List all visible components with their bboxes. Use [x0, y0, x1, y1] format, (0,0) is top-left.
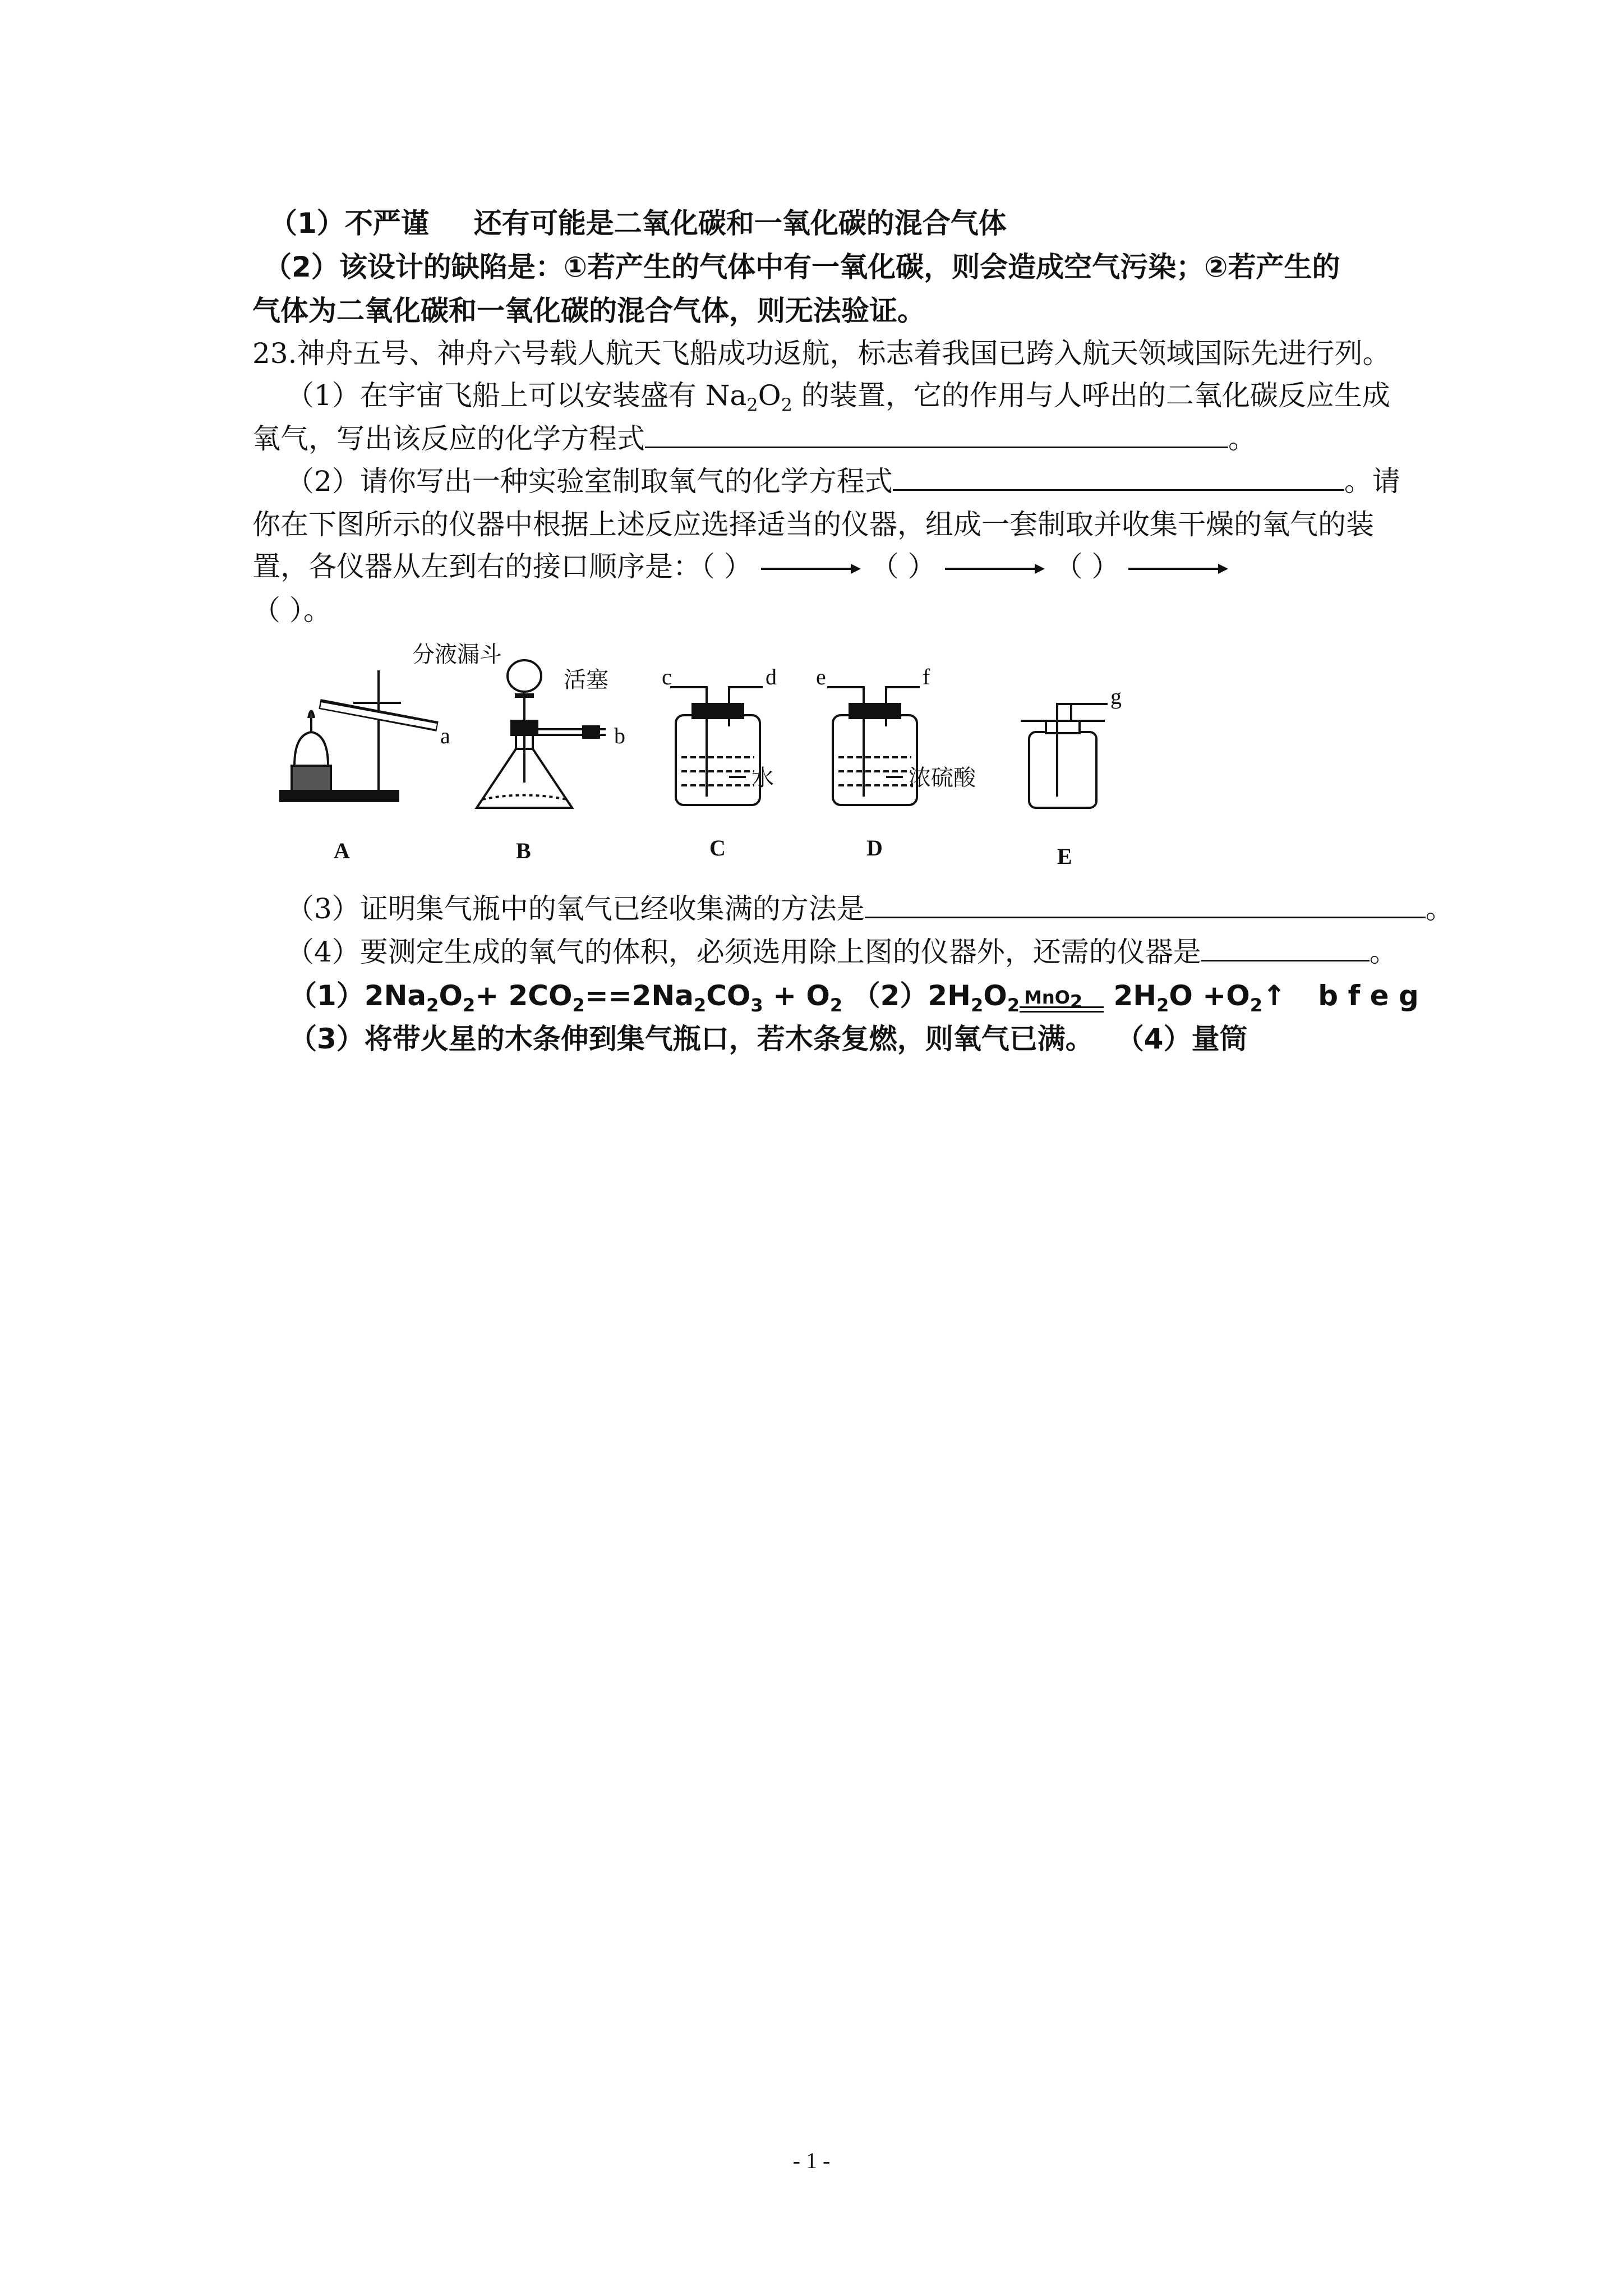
question-2-line3	[252, 550, 1229, 583]
q2-paren-3: （ ）	[1054, 550, 1120, 583]
answer-line-1: $(1)2Na_2O_2+ 2CO_2==2Na_2CO_3 + O_2$ $(2)2H_2O_2$ MnO$_2$ $2H_2O$ $+O_2↑$ b f e g	[289, 979, 1419, 1022]
arrow-icon	[761, 560, 862, 577]
answer-1-co3: CO	[706, 979, 751, 1012]
q1-text-c: 的装置，它的作用与人呼出的二氧化碳反应生成	[792, 379, 1390, 412]
answer-order: b f e g	[1318, 979, 1419, 1012]
question-2-line1	[286, 464, 1400, 498]
label-apparatus-d: D	[866, 835, 883, 861]
label-apparatus-c: C	[709, 835, 726, 861]
q1-end: 。	[1228, 422, 1256, 455]
answer-2-prod2: O +O	[1169, 979, 1250, 1012]
apparatus-d	[827, 687, 920, 805]
prev-answer-1-num: （1）	[269, 207, 345, 240]
arrow-icon	[1128, 560, 1229, 577]
q1-sub-2: 2	[781, 394, 792, 416]
question-1-line2	[252, 422, 1256, 455]
answer-2-prod: 2H	[1104, 979, 1157, 1012]
q1-text-a: （1）在宇宙飞船上可以安装盛有 Na	[286, 379, 747, 412]
apparatus-e	[1021, 704, 1108, 808]
label-e: e	[816, 664, 826, 689]
question-2-line2: 你在下图所示的仪器中根据上述反应选择适当的仪器，组成一套制取并收集干燥的氧气的装	[252, 508, 1374, 541]
answer-3: （3）将带火星的木条伸到集气瓶口，若木条复燃，则氧气已满。	[289, 1023, 1094, 1055]
label-d: d	[766, 664, 777, 689]
question-3	[286, 892, 1454, 926]
answer-1-o: O	[439, 979, 463, 1012]
page-number: - 1 -	[792, 2148, 831, 2173]
label-apparatus-e: E	[1057, 844, 1072, 869]
q1-answer-blank[interactable]	[645, 422, 1228, 448]
q3-end: 。	[1425, 892, 1454, 925]
q1-text-b: O	[758, 379, 781, 412]
label-b: b	[614, 723, 625, 748]
question-stem-text: 神舟五号、神舟六号载人航天飞船成功返航，标志着我国已跨入航天领域国际先进行列。	[297, 337, 1391, 370]
label-apparatus-a: A	[334, 838, 350, 863]
q4-answer-blank[interactable]	[1201, 935, 1370, 961]
q4-end: 。	[1369, 936, 1398, 968]
q4-text: （4）要测定生成的氧气的体积，必须选用除上图的仪器外，还需的仪器是	[286, 936, 1201, 968]
answer-1-eq: ==2Na	[584, 979, 694, 1012]
q2-line1-end: 。请	[1344, 465, 1400, 498]
q3-answer-blank[interactable]	[865, 892, 1426, 918]
q2-line1-text: （2）请你写出一种实验室制取氧气的化学方程式	[286, 465, 893, 498]
q2-equation-blank[interactable]	[893, 464, 1344, 491]
label-a: a	[440, 723, 450, 748]
q2-line3-text: 置，各仪器从左到右的接口顺序是：（ ）	[252, 550, 752, 583]
question-4	[286, 935, 1398, 969]
label-f: f	[923, 664, 930, 689]
answer-2-part: （2）2H	[852, 979, 971, 1012]
apparatus-c	[670, 687, 763, 805]
question-stem	[252, 337, 1391, 370]
answer-4: （4）量筒	[1115, 1023, 1248, 1055]
label-funnel: 分液漏斗	[412, 642, 502, 668]
prev-answer-2-line1: （2）该设计的缺陷是：①若产生的气体中有一氧化碳，则会造成空气污染；②若产生的	[264, 251, 1340, 283]
label-acid: 浓硫酸	[909, 765, 976, 791]
q2-paren-2: （ ）	[870, 550, 936, 583]
label-c: c	[662, 664, 672, 689]
label-g: g	[1110, 684, 1122, 709]
catalyst-arrow: MnO$_2$	[1020, 988, 1104, 1022]
label-stopcock: 活塞	[564, 667, 608, 693]
catalyst-label: MnO	[1024, 987, 1070, 1008]
prev-answer-2-line2: 气体为二氧化碳和一氧化碳的混合气体，则无法验证。	[252, 295, 925, 327]
label-water: 水	[751, 765, 774, 791]
answer-2-o: O	[983, 979, 1007, 1012]
label-apparatus-b: B	[516, 838, 531, 863]
q1-sub-1: 2	[746, 394, 758, 416]
q3-text: （3）证明集气瓶中的氧气已经收集满的方法是	[286, 892, 865, 925]
prev-answer-1	[269, 206, 1007, 240]
prev-answer-1-reason: 还有可能是二氧化碳和一氧化碳的混合气体	[473, 207, 1007, 240]
question-number: 23.	[252, 337, 297, 370]
apparatus-figure	[269, 637, 1133, 878]
answer-1-tail: + O	[763, 979, 830, 1012]
answer-1-part: （1）2Na	[289, 979, 427, 1012]
prev-answer-1-text: 不严谨	[344, 207, 429, 240]
q1-line2-text: 氧气，写出该反应的化学方程式	[252, 422, 645, 455]
answer-line-2	[289, 1022, 1248, 1056]
question-2-line4: （ ）。	[252, 594, 331, 627]
arrow-icon	[945, 560, 1046, 577]
question-1-line1	[286, 379, 1390, 422]
apparatus-a	[280, 670, 437, 801]
answer-1-plus: + 2CO	[475, 979, 573, 1012]
up-arrow-icon: ↑	[1262, 979, 1286, 1012]
